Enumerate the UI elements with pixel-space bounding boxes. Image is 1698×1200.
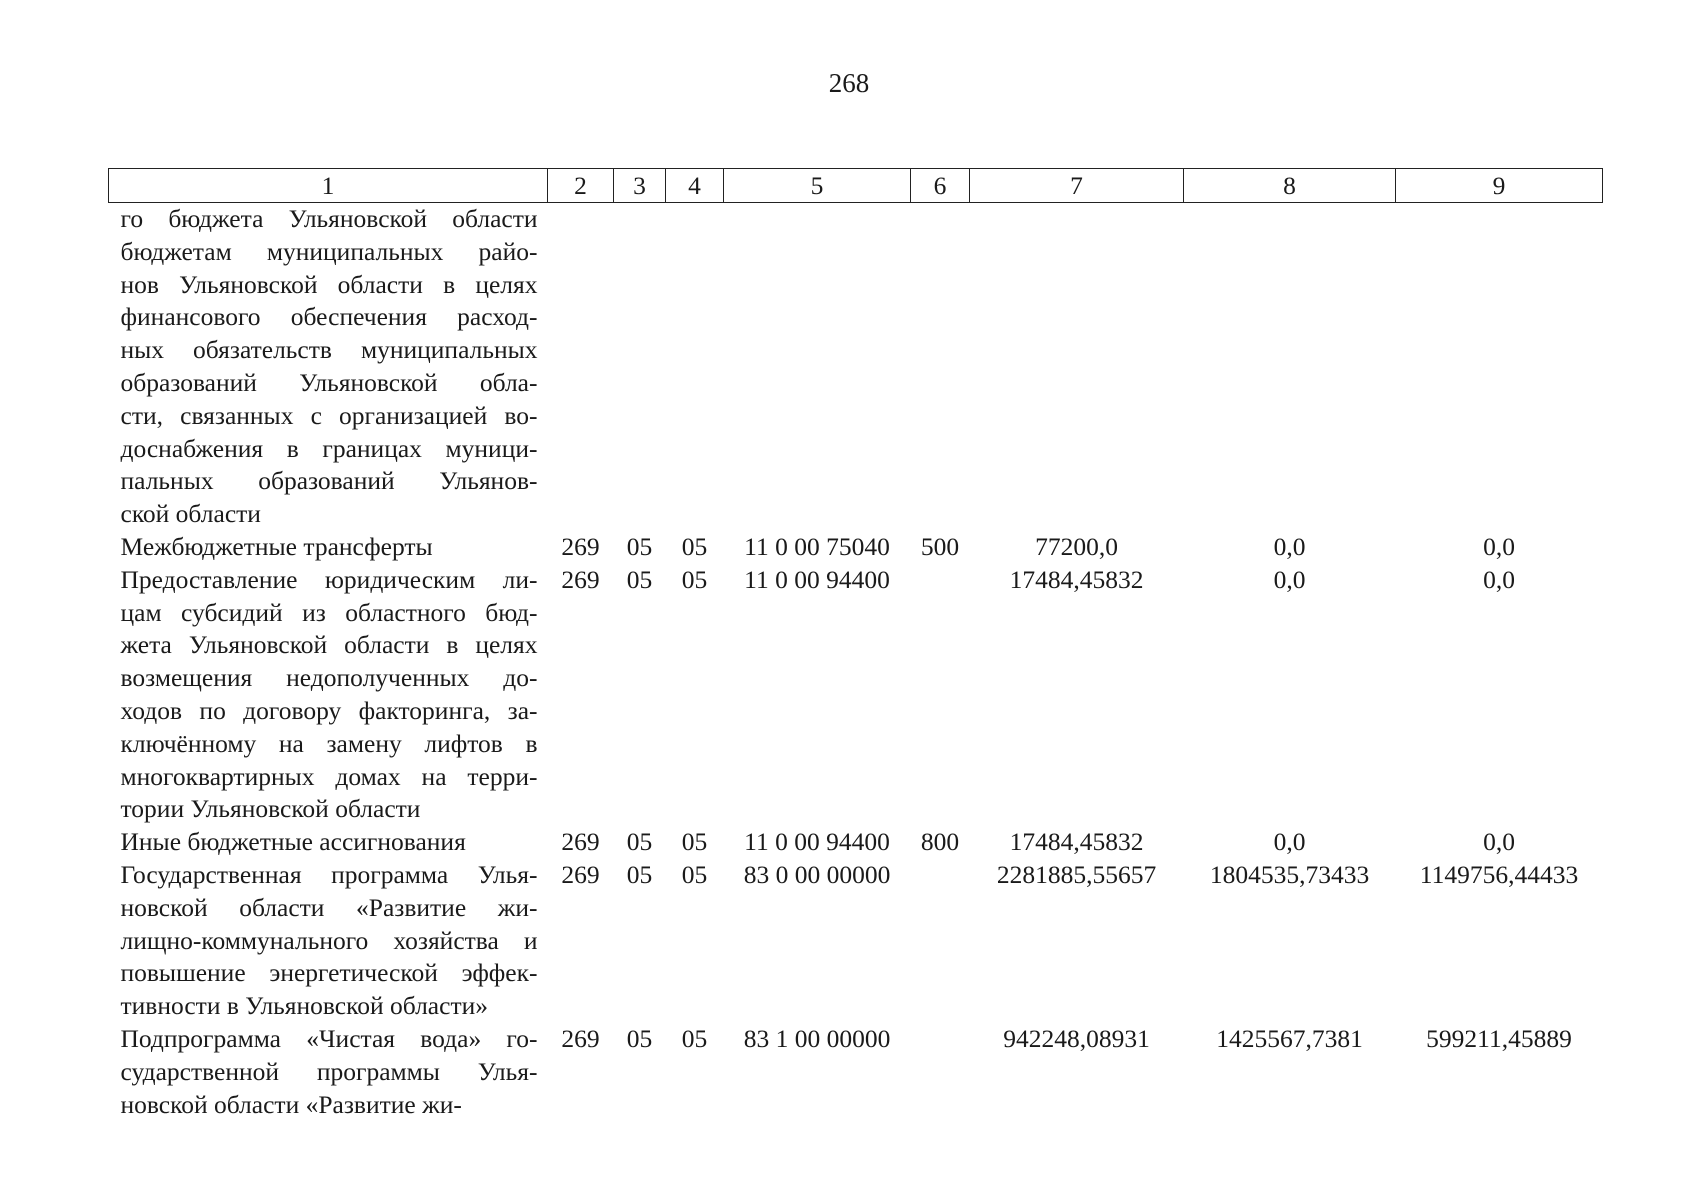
description-line: возмещения недополученных до- <box>120 663 538 693</box>
cell-amount-col-8: 1425567,7381 <box>1216 1023 1363 1053</box>
cell-subsection-code: 05 <box>681 859 708 889</box>
cell-section-code: 05 <box>626 531 653 561</box>
cell-amount-col-8: 1804535,73433 <box>1209 859 1370 889</box>
table-row <box>109 531 1603 564</box>
description-line: Межбюджетные трансферты <box>120 531 433 561</box>
table-body <box>109 203 1603 1122</box>
cell-section-code: 05 <box>626 827 653 857</box>
cell-section-code <box>614 203 666 531</box>
cell-department-code <box>548 203 614 531</box>
cell-amount-col-8 <box>1184 203 1396 531</box>
cell-subsection-code: 05 <box>681 827 708 857</box>
column-header-4: 4 <box>666 169 724 203</box>
cell-amount-col-9: 0,0 <box>1483 827 1515 857</box>
column-header-3: 3 <box>614 169 666 203</box>
description-line: тивности в Ульяновской области» <box>120 991 488 1021</box>
description-line: цам субсидий из областного бюд- <box>120 597 538 627</box>
cell-section-code: 05 <box>626 1023 653 1053</box>
description-line: Предоставление юридическим ли- <box>120 564 538 594</box>
cell-amount-col-9: 599211,45889 <box>1426 1023 1572 1053</box>
description-line: Подпрограмма «Чистая вода» го- <box>120 1023 538 1053</box>
description-line: Государственная программа Улья- <box>120 859 538 889</box>
description-line: повышение энергетической эффек- <box>120 958 538 988</box>
cell-target-article-code: 11 0 00 94400 <box>744 564 890 594</box>
cell-amount-col-7: 77200,0 <box>1035 531 1118 561</box>
cell-description <box>109 564 548 826</box>
cell-amount-col-9: 0,0 <box>1483 531 1515 561</box>
cell-subsection-code <box>666 203 724 531</box>
cell-description <box>109 1023 548 1121</box>
table-header-row <box>109 169 1603 203</box>
cell-amount-col-7 <box>970 203 1184 531</box>
table-row <box>109 826 1603 859</box>
cell-target-article-code: 11 0 00 75040 <box>744 531 890 561</box>
column-header-2: 2 <box>548 169 614 203</box>
cell-amount-col-7: 17484,45832 <box>1009 564 1144 594</box>
column-header-1: 1 <box>109 169 548 203</box>
cell-amount-col-8: 0,0 <box>1273 827 1306 857</box>
cell-department-code: 269 <box>561 859 600 889</box>
description-line: ключённому на замену лифтов в <box>120 728 538 758</box>
description-line: пальных образований Ульянов- <box>120 466 538 496</box>
cell-expense-type-code <box>911 1023 970 1121</box>
table-row <box>109 859 1603 1023</box>
description-line: тории Ульяновской области <box>120 794 421 824</box>
table-row <box>109 564 1603 826</box>
description-line: го бюджета Ульяновской области <box>120 204 538 233</box>
cell-amount-col-7: 2281885,55657 <box>996 859 1157 889</box>
cell-target-article-code: 11 0 00 94400 <box>744 827 890 857</box>
table-row <box>109 1023 1603 1121</box>
cell-amount-col-9: 0,0 <box>1483 564 1515 594</box>
cell-section-code: 05 <box>626 564 653 594</box>
description-line: ных обязательств муниципальных <box>120 335 538 365</box>
column-header-5: 5 <box>724 169 911 203</box>
description-line: сударственной программы Улья- <box>120 1056 538 1086</box>
column-header-8: 8 <box>1184 169 1396 203</box>
cell-target-article-code: 83 1 00 00000 <box>743 1023 891 1053</box>
column-header-6: 6 <box>911 169 970 203</box>
cell-expense-type-code <box>911 859 970 1023</box>
description-line: ской области <box>120 499 261 529</box>
cell-description <box>109 531 548 564</box>
cell-subsection-code: 05 <box>681 1023 708 1053</box>
cell-expense-type-code: 800 <box>920 827 960 857</box>
cell-subsection-code: 05 <box>681 531 708 561</box>
description-line: жета Ульяновской области в целях <box>120 630 538 660</box>
cell-description <box>109 826 548 859</box>
cell-expense-type-code <box>911 564 970 826</box>
description-line: бюджетам муниципальных райо- <box>120 236 538 266</box>
description-line: многоквартирных домах на терри- <box>120 761 538 791</box>
column-header-9: 9 <box>1396 169 1603 203</box>
cell-target-article-code <box>724 203 911 531</box>
description-line: нов Ульяновской области в целях <box>120 269 538 299</box>
description-line: новской области «Развитие жи- <box>120 892 538 922</box>
cell-amount-col-8: 0,0 <box>1273 531 1306 561</box>
cell-amount-col-9 <box>1396 203 1603 531</box>
cell-section-code: 05 <box>626 859 653 889</box>
description-line: новской области «Развитие жи- <box>120 1089 462 1119</box>
cell-expense-type-code: 500 <box>920 531 960 561</box>
description-line: финансового обеспечения расход- <box>120 302 538 332</box>
cell-department-code: 269 <box>561 1023 600 1053</box>
description-line: образований Ульяновской обла- <box>120 367 538 397</box>
description-line: ходов по договору факторинга, за- <box>120 695 538 725</box>
cell-expense-type-code <box>911 203 970 531</box>
description-line: сти, связанных с организацией во- <box>120 400 538 430</box>
cell-amount-col-7: 942248,08931 <box>1003 1023 1150 1053</box>
page-number: 268 <box>828 68 870 98</box>
cell-department-code: 269 <box>561 827 600 857</box>
budget-table <box>108 168 1603 1121</box>
description-line: лищно-коммунального хозяйства и <box>120 925 538 955</box>
cell-amount-col-7: 17484,45832 <box>1009 827 1144 857</box>
description-line: доснабжения в границах муници- <box>120 433 538 463</box>
cell-amount-col-9: 1149756,44433 <box>1419 859 1579 889</box>
column-header-7: 7 <box>970 169 1184 203</box>
cell-description <box>109 859 548 1023</box>
cell-description <box>109 203 548 531</box>
cell-amount-col-8: 0,0 <box>1273 564 1306 594</box>
cell-department-code: 269 <box>561 564 600 594</box>
description-line: Иные бюджетные ассигнования <box>120 827 466 857</box>
table-row <box>109 203 1603 531</box>
cell-department-code: 269 <box>561 531 600 561</box>
cell-subsection-code: 05 <box>681 564 708 594</box>
cell-target-article-code: 83 0 00 00000 <box>743 859 891 889</box>
